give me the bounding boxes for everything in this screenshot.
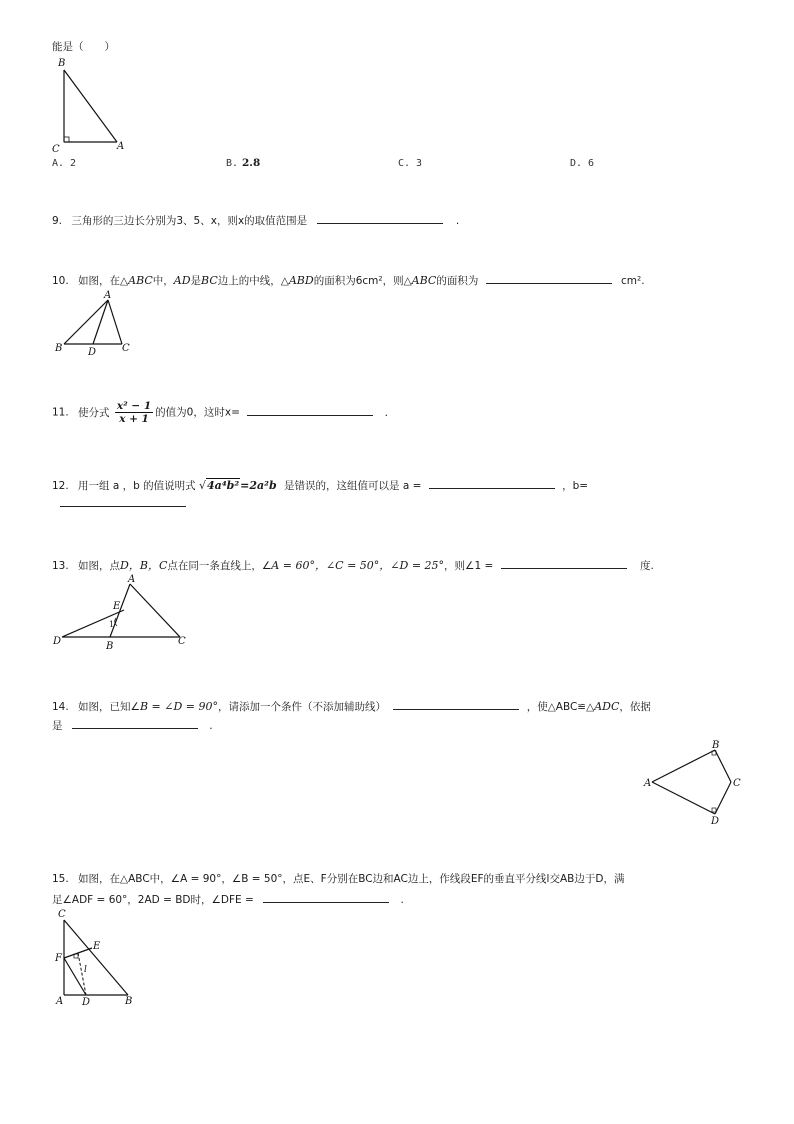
q14-label-a: A [644, 778, 652, 789]
q8-question-tail: 能是（ ） [52, 41, 115, 53]
q14-label-c: C [733, 778, 741, 789]
q13-label-b: B [106, 641, 114, 652]
q13-unit: 度. [639, 560, 654, 572]
q8-label-b: B [58, 58, 66, 69]
q15-label-f: F [55, 953, 62, 964]
q15-number: 15. [52, 873, 69, 885]
q14-text-2: ，请添加一个条件（不添加辅助线） [218, 701, 387, 713]
q10-text-6: 的面积为 [436, 275, 479, 287]
q13-points: D，B，C [120, 559, 168, 572]
q8-option-d: D. 6 [570, 158, 595, 169]
q13-angles: A = 60°，∠C = 50°，∠D = 25° [271, 559, 445, 572]
q8-label-a: A [117, 141, 125, 152]
q15-label-b: B [125, 996, 133, 1007]
q10-text-3: 是 [190, 275, 202, 287]
q10-label-c: C [122, 343, 130, 354]
q15-label-e: E [93, 941, 101, 952]
q12-radical-expression: √4a⁴b²=2a²b [199, 479, 277, 492]
q8-option-c: C. 3 [398, 158, 423, 169]
q13-label-e: E [113, 601, 121, 612]
q12-text-3: ，b= [562, 480, 589, 492]
q8-option-a: A. 2 [52, 158, 77, 169]
q8-option-b-value: 2.8 [242, 157, 261, 169]
q14-text-5: 是 [52, 720, 63, 732]
q12-text-1: 用一组 a ，b 的值说明式 [78, 480, 196, 492]
q10-number: 10. [52, 275, 69, 287]
q13-text-1: 如图，点 [78, 560, 121, 572]
q13-text-3: ，则∠1 = [444, 560, 494, 572]
q9-number: 9. [52, 215, 63, 227]
q10-bc: BC [201, 274, 218, 287]
q14-label-d: D [711, 816, 720, 827]
q14-end: . [209, 720, 213, 732]
q8-label-c: C [52, 144, 60, 155]
q10-text-1: 如图，在△ [78, 275, 129, 287]
q15-label-l: l [84, 965, 87, 975]
q13-label-1: 1 [109, 620, 115, 629]
q10-abc-2: ABC [411, 274, 437, 287]
q11-text-1: 使分式 [78, 406, 110, 419]
q14-number: 14. [52, 701, 69, 713]
q13-label-d: D [53, 636, 62, 647]
q11-end: . [384, 406, 388, 419]
q12-radicand: 4a⁴b² [207, 479, 240, 492]
q13-label-a: A [128, 574, 136, 585]
q13-text-2: 点在同一条直线上，∠ [167, 560, 272, 572]
q10-label-b: B [55, 343, 63, 354]
q11-denominator: x + 1 [119, 413, 149, 425]
q14-adc: ADC [594, 700, 620, 713]
q13-number: 13. [52, 560, 69, 572]
q9-text: 三角形的三边长分别为3、5、x，则x的取值范围是 [71, 215, 308, 227]
q10-unit: cm². [621, 275, 645, 287]
q10-label-a: A [104, 290, 112, 301]
q14-text-4: ，依据 [619, 701, 651, 713]
q10-text-2: 中， [152, 275, 174, 287]
q10-text-4: 边上的中线，△ [217, 275, 289, 287]
q11-number: 11. [52, 406, 69, 419]
q10-abc: ABC [128, 274, 153, 287]
q15-label-d: D [82, 997, 91, 1008]
q9-end: . [455, 215, 460, 227]
q10-abd: ABD [288, 274, 314, 287]
q14-text-1: 如图，已知∠ [78, 701, 140, 713]
q10-label-d: D [88, 347, 97, 358]
q13-label-c: C [178, 636, 186, 647]
q8-option-b-prefix: B. [226, 158, 239, 169]
q11-text-2: 的值为0，这时x= [155, 406, 240, 419]
q11-numerator: x² − 1 [116, 400, 152, 412]
q15-line-2: 足∠ADF = 60°，2AD = BD时，∠DFE = [52, 894, 254, 906]
q10-text-5: 的面积为6cm²，则△ [313, 275, 412, 287]
q12-number: 12. [52, 480, 69, 492]
q14-label-b: B [712, 740, 720, 751]
q12-text-2: 是错误的，这组值可以是 a = [284, 480, 422, 492]
q14-text-3: ，使△ABC≌△ [526, 701, 595, 713]
q12-rhs: =2a²b [240, 479, 277, 492]
q15-end: . [400, 894, 404, 906]
q14-condition: B = ∠D = 90° [139, 700, 219, 713]
q15-label-c: C [58, 909, 66, 920]
q15-line-1: 如图，在△ABC中，∠A = 90°，∠B = 50°，点E、F分别在BC边和AC边上，作线段EF的垂直平分线l交AB边于D，满 [78, 873, 625, 885]
q10-ad: AD [173, 274, 191, 287]
q15-label-a: A [56, 996, 64, 1007]
